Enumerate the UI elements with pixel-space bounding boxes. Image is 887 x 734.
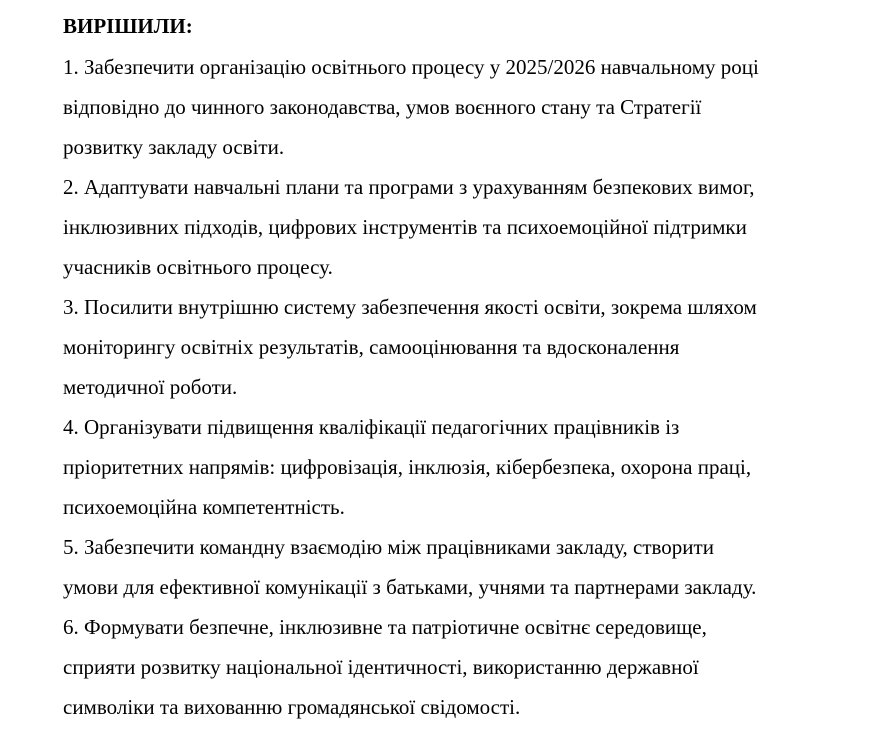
item-6-line-3: символіки та вихованню громадянської свідомості.: [63, 695, 521, 719]
item-5-line-2: умови для ефективної комунікації з батьками, учнями та партнерами закладу.: [63, 575, 757, 599]
item-4-line-1: 4. Організувати підвищення кваліфікації педагогічних працівників із: [63, 415, 680, 439]
item-3-line-1: 3. Посилити внутрішню систему забезпечення якості освіти, зокрема шляхом: [63, 295, 757, 319]
item-6-line-1: 6. Формувати безпечне, інклюзивне та патріотичне освітнє середовище,: [63, 615, 707, 639]
item-5-line-1: 5. Забезпечити командну взаємодію між працівниками закладу, створити: [63, 535, 714, 559]
decision-heading: ВИРІШИЛИ:: [63, 14, 193, 38]
item-4-line-2: пріоритетних напрямів: цифровізація, інклюзія, кібербезпека, охорона праці,: [63, 455, 752, 479]
item-6-line-2: сприяти розвитку національної ідентичності, використанню державної: [63, 655, 699, 679]
item-1-line-1: 1. Забезпечити організацію освітнього процесу у 2025/2026 навчальному році: [63, 55, 759, 79]
item-2-line-3: учасників освітнього процесу.: [63, 255, 333, 279]
item-3-line-3: методичної роботи.: [63, 375, 238, 399]
item-1-line-3: розвитку закладу освіти.: [63, 135, 285, 159]
item-1-line-2: відповідно до чинного законодавства, умов воєнного стану та Стратегії: [63, 95, 702, 119]
item-2-line-1: 2. Адаптувати навчальні плани та програми з урахуванням безпекових вимог,: [63, 175, 755, 199]
item-4-line-3: психоемоційна компетентність.: [63, 495, 345, 519]
item-2-line-2: інклюзивних підходів, цифрових інструментів та психоемоційної підтримки: [63, 215, 747, 239]
item-3-line-2: моніторингу освітніх результатів, самооцінювання та вдосконалення: [63, 335, 680, 359]
